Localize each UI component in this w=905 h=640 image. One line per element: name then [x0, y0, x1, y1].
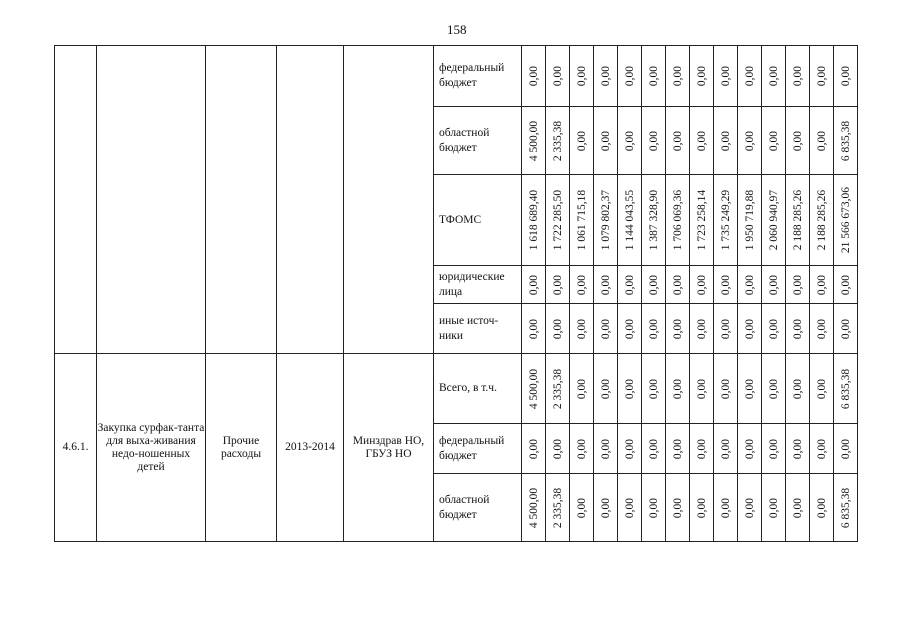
- amount-cell: [666, 354, 690, 424]
- amount-cell: [618, 175, 642, 266]
- amount-cell: [810, 474, 834, 542]
- amount-value: 0,00: [767, 438, 780, 459]
- amount-cell: [810, 266, 834, 304]
- amount-value: 0,00: [767, 378, 780, 399]
- amount-cell: [570, 175, 594, 266]
- amount-cell: [594, 304, 618, 354]
- amount-cell: [690, 304, 714, 354]
- amount-value: 0,00: [815, 318, 828, 339]
- funding-source-cell: ТФОМС: [434, 175, 522, 266]
- amount-cell: [738, 266, 762, 304]
- amount-cell: [642, 46, 666, 107]
- amount-value: 0,00: [623, 318, 636, 339]
- amount-cell: [666, 266, 690, 304]
- amount-cell: [642, 474, 666, 542]
- amount-value: 0,00: [839, 318, 852, 339]
- amount-value: 1 706 069,36: [671, 189, 684, 251]
- amount-value: 0,00: [719, 65, 732, 87]
- funding-source-cell: юридические лица: [434, 266, 522, 304]
- amount-value: 1 723 258,14: [695, 189, 708, 251]
- amount-value: 0,00: [719, 378, 732, 399]
- amount-value: 1 950 719,88: [743, 189, 756, 251]
- amount-cell: [594, 46, 618, 107]
- amount-cell: [834, 46, 858, 107]
- amount-cell: [762, 266, 786, 304]
- executor-cell: Минздрав НО, ГБУЗ НО: [344, 354, 434, 542]
- amount-cell: [810, 107, 834, 175]
- amount-cell: [570, 474, 594, 542]
- amount-cell: [546, 304, 570, 354]
- amount-cell: [834, 354, 858, 424]
- amount-cell: [762, 107, 786, 175]
- amount-value: 0,00: [647, 378, 660, 399]
- amount-value: 0,00: [647, 130, 660, 151]
- amount-cell: [522, 424, 546, 474]
- amount-value: 0,00: [815, 438, 828, 459]
- amount-value: 0,00: [599, 497, 612, 518]
- amount-cell: [618, 354, 642, 424]
- funding-source-cell: иные источ-ники: [434, 304, 522, 354]
- amount-cell: [786, 266, 810, 304]
- amount-value: 0,00: [767, 497, 780, 518]
- amount-cell: [714, 266, 738, 304]
- funding-source-cell: областной бюджет: [434, 474, 522, 542]
- amount-cell: [834, 474, 858, 542]
- amount-value: 0,00: [719, 438, 732, 459]
- amount-value: 0,00: [767, 318, 780, 339]
- amount-value: 0,00: [791, 274, 804, 295]
- amount-cell: [738, 46, 762, 107]
- amount-value: 6 835,38: [839, 487, 852, 528]
- funding-source-cell: областной бюджет: [434, 107, 522, 175]
- amount-value: 0,00: [527, 318, 540, 339]
- amount-value: 0,00: [527, 438, 540, 459]
- amount-cell: [666, 424, 690, 474]
- amount-cell: [810, 46, 834, 107]
- amount-cell: [570, 424, 594, 474]
- amount-value: 0,00: [695, 378, 708, 399]
- amount-value: 1 722 285,50: [551, 189, 564, 251]
- amount-cell: [786, 424, 810, 474]
- amount-value: 0,00: [815, 65, 828, 87]
- amount-cell: [522, 46, 546, 107]
- amount-value: 0,00: [599, 65, 612, 87]
- amount-cell: [834, 304, 858, 354]
- amount-cell: [714, 354, 738, 424]
- amount-cell: [522, 304, 546, 354]
- amount-value: 0,00: [551, 438, 564, 459]
- amount-value: 0,00: [599, 438, 612, 459]
- item-number-cell: 4.6.1.: [55, 354, 97, 542]
- amount-value: 0,00: [791, 497, 804, 518]
- amount-cell: [834, 107, 858, 175]
- amount-value: 0,00: [599, 318, 612, 339]
- amount-cell: [786, 354, 810, 424]
- amount-value: 0,00: [791, 378, 804, 399]
- amount-cell: [642, 107, 666, 175]
- empty-merged-cell: [206, 46, 277, 354]
- amount-value: 4 500,00: [527, 368, 540, 409]
- amount-value: 0,00: [719, 497, 732, 518]
- amount-value: 0,00: [575, 318, 588, 339]
- amount-value: 0,00: [743, 318, 756, 339]
- amount-cell: [690, 46, 714, 107]
- amount-value: 0,00: [695, 438, 708, 459]
- amount-cell: [714, 46, 738, 107]
- amount-value: 0,00: [623, 438, 636, 459]
- amount-cell: [786, 46, 810, 107]
- amount-cell: [594, 266, 618, 304]
- amount-cell: [642, 304, 666, 354]
- amount-cell: [546, 46, 570, 107]
- amount-value: 0,00: [671, 274, 684, 295]
- amount-cell: [570, 107, 594, 175]
- amount-value: 6 835,38: [839, 120, 852, 161]
- amount-value: 0,00: [599, 378, 612, 399]
- amount-value: 0,00: [575, 65, 588, 87]
- table-row: [55, 46, 858, 107]
- amount-value: 0,00: [671, 438, 684, 459]
- amount-value: 2 335,38: [551, 368, 564, 409]
- amount-value: 2 188 285,26: [815, 189, 828, 251]
- amount-value: 0,00: [767, 274, 780, 295]
- amount-cell: [738, 474, 762, 542]
- amount-value: 4 500,00: [527, 487, 540, 528]
- amount-cell: [618, 107, 642, 175]
- amount-cell: [738, 304, 762, 354]
- amount-value: 0,00: [647, 318, 660, 339]
- amount-cell: [786, 175, 810, 266]
- amount-cell: [690, 266, 714, 304]
- amount-cell: [666, 474, 690, 542]
- amount-cell: [690, 354, 714, 424]
- amount-value: 0,00: [575, 438, 588, 459]
- amount-value: 0,00: [743, 438, 756, 459]
- amount-cell: [522, 266, 546, 304]
- empty-merged-cell: [344, 46, 434, 354]
- amount-cell: [642, 424, 666, 474]
- amount-cell: [594, 354, 618, 424]
- amount-cell: [762, 424, 786, 474]
- amount-value: 0,00: [791, 438, 804, 459]
- amount-cell: [714, 304, 738, 354]
- amount-value: 0,00: [695, 274, 708, 295]
- amount-value: 0,00: [767, 130, 780, 151]
- amount-cell: [618, 424, 642, 474]
- amount-value: 0,00: [695, 497, 708, 518]
- funding-source-cell: федеральный бюджет: [434, 424, 522, 474]
- amount-value: 0,00: [743, 130, 756, 151]
- amount-cell: [546, 107, 570, 175]
- amount-value: 0,00: [527, 65, 540, 87]
- amount-cell: [834, 424, 858, 474]
- empty-merged-cell: [97, 46, 206, 354]
- amount-value: 0,00: [551, 65, 564, 87]
- amount-value: 0,00: [791, 130, 804, 151]
- amount-cell: [594, 107, 618, 175]
- amount-value: 1 079 802,37: [599, 189, 612, 251]
- amount-cell: [834, 266, 858, 304]
- amount-cell: [690, 175, 714, 266]
- amount-value: 0,00: [839, 438, 852, 459]
- amount-cell: [762, 46, 786, 107]
- empty-merged-cell: [55, 46, 97, 354]
- amount-cell: [810, 424, 834, 474]
- amount-cell: [690, 424, 714, 474]
- table-row: [55, 354, 858, 424]
- amount-cell: [642, 175, 666, 266]
- amount-value: 0,00: [671, 65, 684, 87]
- funding-source-cell: Всего, в т.ч.: [434, 354, 522, 424]
- amount-cell: [570, 46, 594, 107]
- amount-cell: [522, 107, 546, 175]
- amount-cell: [594, 175, 618, 266]
- amount-cell: [594, 424, 618, 474]
- empty-merged-cell: [277, 46, 344, 354]
- amount-cell: [690, 107, 714, 175]
- amount-value: 0,00: [671, 318, 684, 339]
- amount-value: 4 500,00: [527, 120, 540, 161]
- amount-cell: [786, 474, 810, 542]
- amount-value: 0,00: [527, 274, 540, 295]
- amount-cell: [738, 107, 762, 175]
- amount-cell: [642, 266, 666, 304]
- amount-cell: [546, 266, 570, 304]
- amount-cell: [666, 107, 690, 175]
- amount-cell: [570, 304, 594, 354]
- amount-cell: [834, 175, 858, 266]
- amount-value: 0,00: [767, 65, 780, 87]
- item-name-cell: Закупка сурфак-танта для выха-живания недо-ношенных детей: [97, 354, 206, 542]
- amount-value: 0,00: [815, 378, 828, 399]
- amount-cell: [570, 354, 594, 424]
- amount-cell: [690, 474, 714, 542]
- amount-value: 0,00: [599, 130, 612, 151]
- amount-cell: [642, 354, 666, 424]
- amount-value: 0,00: [839, 274, 852, 295]
- amount-value: 0,00: [743, 378, 756, 399]
- amount-value: 0,00: [647, 274, 660, 295]
- period-cell: 2013-2014: [277, 354, 344, 542]
- amount-cell: [546, 474, 570, 542]
- amount-value: 0,00: [815, 130, 828, 151]
- amount-cell: [618, 304, 642, 354]
- amount-cell: [810, 354, 834, 424]
- amount-cell: [714, 107, 738, 175]
- amount-cell: [666, 304, 690, 354]
- amount-value: 1 618 689,40: [527, 189, 540, 251]
- amount-value: 1 735 249,29: [719, 189, 732, 251]
- amount-value: 2 335,38: [551, 120, 564, 161]
- amount-cell: [546, 175, 570, 266]
- amount-cell: [786, 107, 810, 175]
- amount-cell: [570, 266, 594, 304]
- amount-value: 1 144 043,55: [623, 189, 636, 251]
- amount-cell: [618, 474, 642, 542]
- amount-value: 0,00: [815, 497, 828, 518]
- amount-value: 0,00: [791, 318, 804, 339]
- amount-value: 0,00: [743, 497, 756, 518]
- amount-value: 0,00: [743, 274, 756, 295]
- amount-cell: [786, 304, 810, 354]
- amount-cell: [618, 46, 642, 107]
- amount-cell: [618, 266, 642, 304]
- amount-value: 0,00: [695, 130, 708, 151]
- amount-value: 0,00: [575, 497, 588, 518]
- amount-value: 0,00: [671, 497, 684, 518]
- amount-value: 0,00: [647, 65, 660, 87]
- amount-cell: [714, 474, 738, 542]
- amount-value: 0,00: [575, 274, 588, 295]
- amount-cell: [546, 424, 570, 474]
- amount-cell: [714, 424, 738, 474]
- amount-value: 1 061 715,18: [575, 189, 588, 251]
- amount-cell: [546, 354, 570, 424]
- amount-cell: [666, 175, 690, 266]
- amount-value: 0,00: [551, 318, 564, 339]
- amount-cell: [738, 175, 762, 266]
- amount-cell: [762, 175, 786, 266]
- amount-value: 2 188 285,26: [791, 189, 804, 251]
- amount-value: 0,00: [719, 130, 732, 151]
- amount-cell: [522, 175, 546, 266]
- amount-value: 0,00: [671, 378, 684, 399]
- amount-value: 0,00: [695, 65, 708, 87]
- amount-value: 0,00: [575, 130, 588, 151]
- amount-cell: [594, 474, 618, 542]
- amount-cell: [810, 304, 834, 354]
- amount-value: 0,00: [815, 274, 828, 295]
- amount-value: 6 835,38: [839, 368, 852, 409]
- amount-cell: [762, 474, 786, 542]
- funding-source-cell: федеральный бюджет: [434, 46, 522, 107]
- amount-value: 0,00: [551, 274, 564, 295]
- amount-value: 1 387 328,90: [647, 189, 660, 251]
- amount-value: 0,00: [623, 274, 636, 295]
- amount-value: 0,00: [623, 497, 636, 518]
- amount-cell: [714, 175, 738, 266]
- expense-type-cell: Прочие расходы: [206, 354, 277, 542]
- amount-cell: [522, 474, 546, 542]
- amount-value: 0,00: [671, 130, 684, 151]
- amount-value: 0,00: [575, 378, 588, 399]
- amount-value: 2 060 940,97: [767, 189, 780, 251]
- amount-value: 0,00: [623, 378, 636, 399]
- amount-cell: [762, 354, 786, 424]
- amount-value: 0,00: [719, 318, 732, 339]
- budget-table: [54, 45, 858, 542]
- page-number: 158: [447, 22, 467, 37]
- amount-value: 0,00: [791, 65, 804, 87]
- amount-cell: [738, 424, 762, 474]
- amount-value: 0,00: [623, 130, 636, 151]
- amount-cell: [762, 304, 786, 354]
- amount-value: 0,00: [839, 65, 852, 87]
- amount-value: 0,00: [719, 274, 732, 295]
- amount-value: 0,00: [695, 318, 708, 339]
- amount-cell: [522, 354, 546, 424]
- amount-value: 2 335,38: [551, 487, 564, 528]
- amount-cell: [810, 175, 834, 266]
- amount-value: 0,00: [623, 65, 636, 87]
- amount-cell: [738, 354, 762, 424]
- amount-value: 21 566 673,06: [839, 186, 852, 254]
- amount-value: 0,00: [743, 65, 756, 87]
- amount-value: 0,00: [647, 497, 660, 518]
- amount-value: 0,00: [599, 274, 612, 295]
- amount-cell: [666, 46, 690, 107]
- amount-value: 0,00: [647, 438, 660, 459]
